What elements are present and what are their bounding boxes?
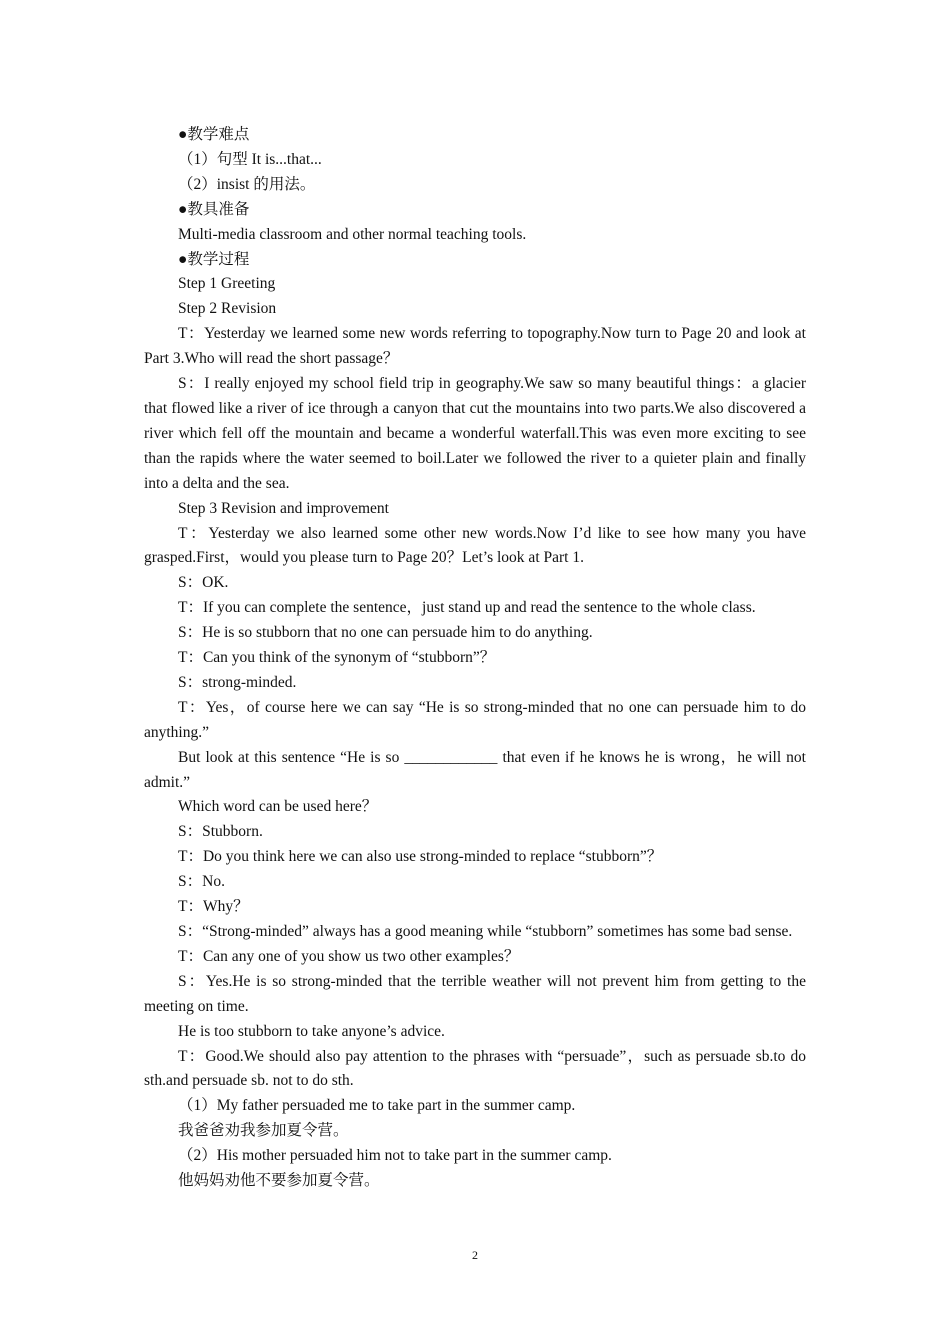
dialogue-line: S：Stubborn. [178, 823, 263, 841]
example-sentence-2: （2）His mother persuaded him not to take part in the summer camp. [178, 1147, 612, 1165]
dialogue-line: S：Yes.He is so strong-minded that the terrible weather will not prevent him from getting to the meeting on time. [144, 972, 806, 1015]
teaching-aids-text: Multi-media classroom and other normal teaching tools. [178, 225, 527, 243]
dialogue-line: S：He is so stubborn that no one can persuade him to do anything. [178, 624, 593, 642]
page-number: 2 [472, 1248, 478, 1262]
step-1-heading: Step 1 Greeting [178, 275, 276, 293]
dialogue-line: T：Can any one of you show us two other examples？ [178, 947, 520, 965]
dialogue-line: T：Good.We should also pay attention to the phrases with “persuade”，such as persuade sb.to do sth.and persuade sb. not to do sth. [144, 1047, 806, 1090]
document-body [144, 123, 806, 1194]
dialogue-line: T：Why？ [178, 898, 249, 916]
dialogue-line: S：strong-minded. [178, 673, 297, 691]
heading-teaching-aids: ●教具准备 [178, 200, 250, 218]
dialogue-line: T：Yes，of course here we can say “He is so strong-minded that no one can persuade him to do anything.” [144, 698, 806, 741]
example-translation-2: 他妈妈劝他不要参加夏令营。 [178, 1172, 380, 1190]
dialogue-line: T：Do you think here we can also use strong-minded to replace “stubborn”？ [178, 848, 663, 866]
difficulty-item-1: （1）句型 It is...that... [178, 150, 322, 168]
dialogue-line: But look at this sentence “He is so ____________ that even if he knows he is wrong，he will not admit.” [144, 748, 806, 791]
dialogue-line: S：OK. [178, 574, 229, 592]
dialogue-line: S：“Strong-minded” always has a good meaning while “stubborn” sometimes has some bad sense. [178, 923, 793, 940]
step-3-heading: Step 3 Revision and improvement [178, 499, 389, 517]
dialogue-line: He is too stubborn to take anyone’s advice. [178, 1022, 445, 1040]
difficulty-item-2: （2）insist 的用法。 [178, 175, 316, 193]
dialogue-line: T：Can you think of the synonym of “stubborn”？ [178, 649, 496, 667]
dialogue-line: T：Yesterday we also learned some other new words.Now I’d like to see how many you have grasped.First，would you please turn to Page 20？Let’s look at Part 1. [144, 524, 806, 567]
dialogue-line: S：No. [178, 873, 225, 891]
dialogue-line: T：Yesterday we learned some new words referring to topography.Now turn to Page 20 and look at Part 3.Who will read the short passage？ [144, 325, 806, 368]
example-translation-1: 我爸爸劝我参加夏令营。 [178, 1122, 349, 1140]
dialogue-line: Which word can be used here？ [178, 798, 378, 816]
step-2-heading: Step 2 Revision [178, 300, 277, 318]
example-sentence-1: （1）My father persuaded me to take part in the summer camp. [178, 1097, 576, 1115]
dialogue-line: S：I really enjoyed my school field trip in geography.We saw so many beautiful things：a glacier that flowed like a river of ice through a canyon that cut the mountains into two parts.We also discovered a river which fell off the mountain and became a wonderful waterfall.This was even more exciting to see than the rapids where the water seemed to boil.Later we followed the river to a quieter plain and finally into a delta and the sea. [144, 375, 806, 492]
heading-teaching-difficulties: ●教学难点 [178, 126, 250, 143]
dialogue-line: T：If you can complete the sentence，just stand up and read the sentence to the whole class. [178, 599, 756, 617]
heading-teaching-process: ●教学过程 [178, 250, 250, 268]
